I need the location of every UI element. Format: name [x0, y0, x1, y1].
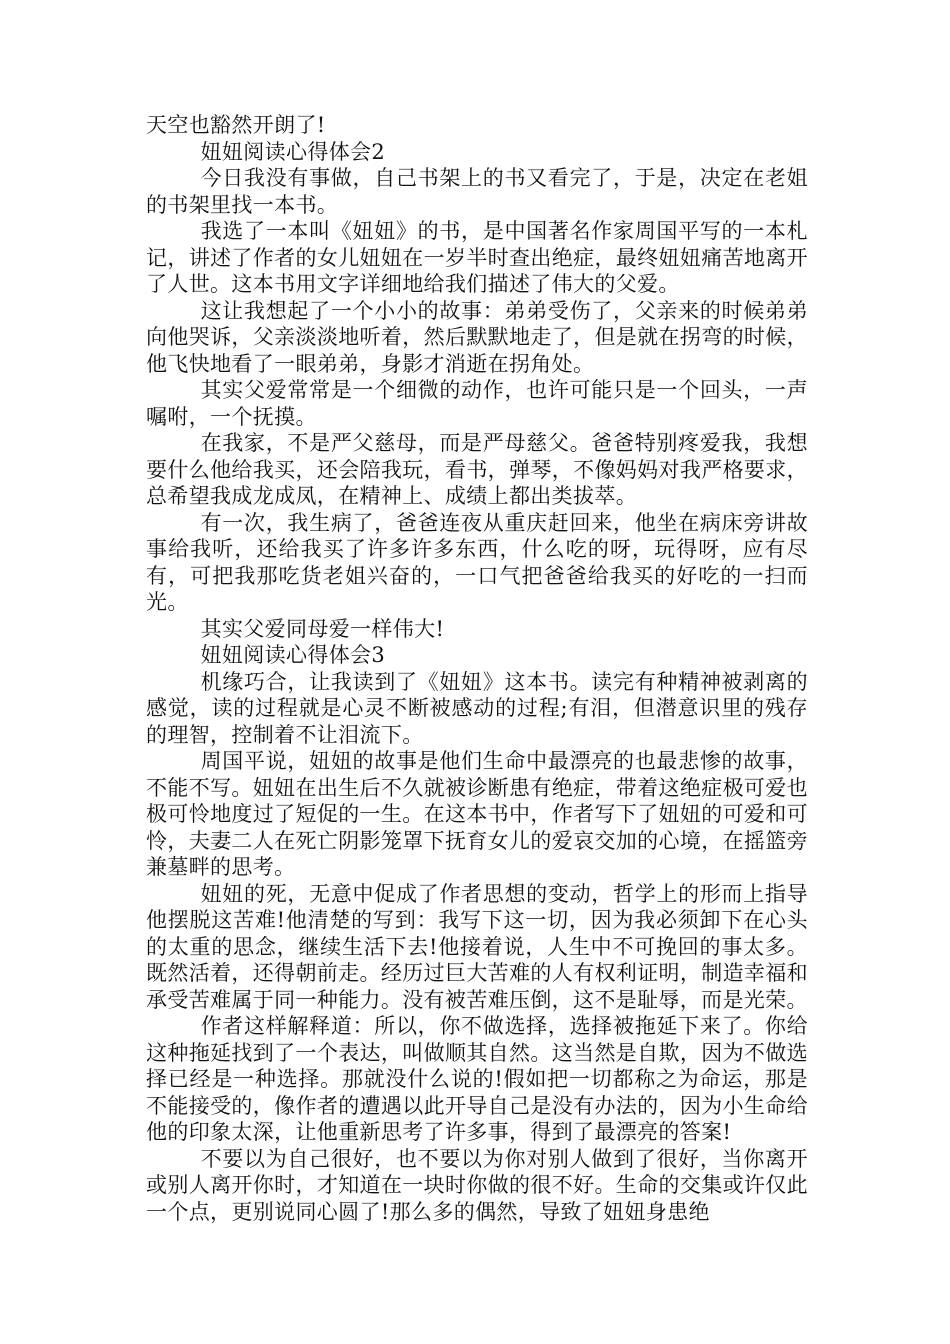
- paragraph: 我选了一本叫《妞妞》的书，是中国著名作家周国平写的一本札记，讲述了作者的女儿妞妞在一岁半时查出绝症，最终妞妞痛苦地离开了人世。这本书用文字详细地给我们描述了伟大的父爱。: [146, 219, 808, 296]
- section-heading: 妞妞阅读心得体会3: [200, 643, 386, 667]
- paragraph: 有一次，我生病了，爸爸连夜从重庆赶回来，他坐在病床旁讲故事给我听，还给我买了许多许多东西，什么吃的呀，玩得呀，应有尽有，可把我那吃货老姐兴奋的，一口气把爸爸给我买的好吃的一扫而光。: [146, 510, 808, 614]
- paragraph: 作者这样解释道：所以，你不做选择，选择被拖延下来了。你给这种拖延找到了一个表达，叫做顺其自然。这当然是自欺，因为不做选择已经是一种选择。那就没什么说的!假如把一切都称之为命运，那是不能接受的，像作者的遭遇以此开导自己是没有办法的，因为小生命给他的印象太深，让他重新思考了许多事，得到了最漂亮的答案!: [146, 1014, 808, 1144]
- paragraph: 在我家，不是严父慈母，而是严母慈父。爸爸特别疼爱我，我想要什么他给我买，还会陪我玩，看书，弹琴，不像妈妈对我严格要求，总希望我成龙成凤，在精神上、成绩上都出类拔萃。: [146, 431, 808, 508]
- section-heading: 妞妞阅读心得体会2: [200, 139, 386, 164]
- paragraph: 妞妞的死，无意中促成了作者思想的变动，哲学上的形而上指导他摆脱这苦难!他清楚的写到：我写下这一切，因为我必须卸下在心头的太重的思念，继续生活下去!他接着说，人生中不可挽回的事太多。既然活着，还得朝前走。经历过巨大苦难的人有权利证明，制造幸福和承受苦难属于同一种能力。没有被苦难压倒，这不是耻辱，而是光荣。: [146, 881, 808, 1012]
- paragraph: 不要以为自己很好，也不要以为你对别人做到了很好，当你离开或别人离开你时，才知道在一块时你做的很不好。生命的交集或许仅此一个点，更别说同心圆了!那么多的偶然，导致了妞妞身患绝: [146, 1146, 808, 1224]
- paragraph: 今日我没有事做，自己书架上的书又看完了，于是，决定在老姐的书架里找一本书。: [146, 166, 808, 217]
- paragraph: 机缘巧合，让我读到了《妞妞》这本书。读完有种精神被剥离的感觉，读的过程就是心灵不断被感动的过程;有泪，但潜意识里的残存的理智，控制着不让泪流下。: [146, 669, 808, 747]
- paragraph: 天空也豁然开朗了!: [146, 113, 326, 137]
- paragraph: 其实父爱常常是一个细微的动作，也许可能只是一个回头，一声嘱咐，一个抚摸。: [146, 378, 808, 429]
- document-body: [146, 112, 808, 1225]
- paragraph: 周国平说，妞妞的故事是他们生命中最漂亮的也最悲惨的故事，不能不写。妞妞在出生后不久就被诊断患有绝症，带着这绝症极可爱也极可怜地度过了短促的一生。在这本书中，作者写下了妞妞的可爱和可怜，夫妻二人在死亡阴影笼罩下抚育女儿的爱哀交加的心境，在摇篮旁兼墓畔的思考。: [146, 749, 808, 879]
- paragraph: 其实父爱同母爱一样伟大!: [200, 616, 445, 641]
- paragraph: 这让我想起了一个小小的故事：弟弟受伤了，父亲来的时候弟弟向他哭诉，父亲淡淡地听着，然后默默地走了，但是就在拐弯的时候，他飞快地看了一眼弟弟，身影才消逝在拐角处。: [146, 298, 808, 376]
